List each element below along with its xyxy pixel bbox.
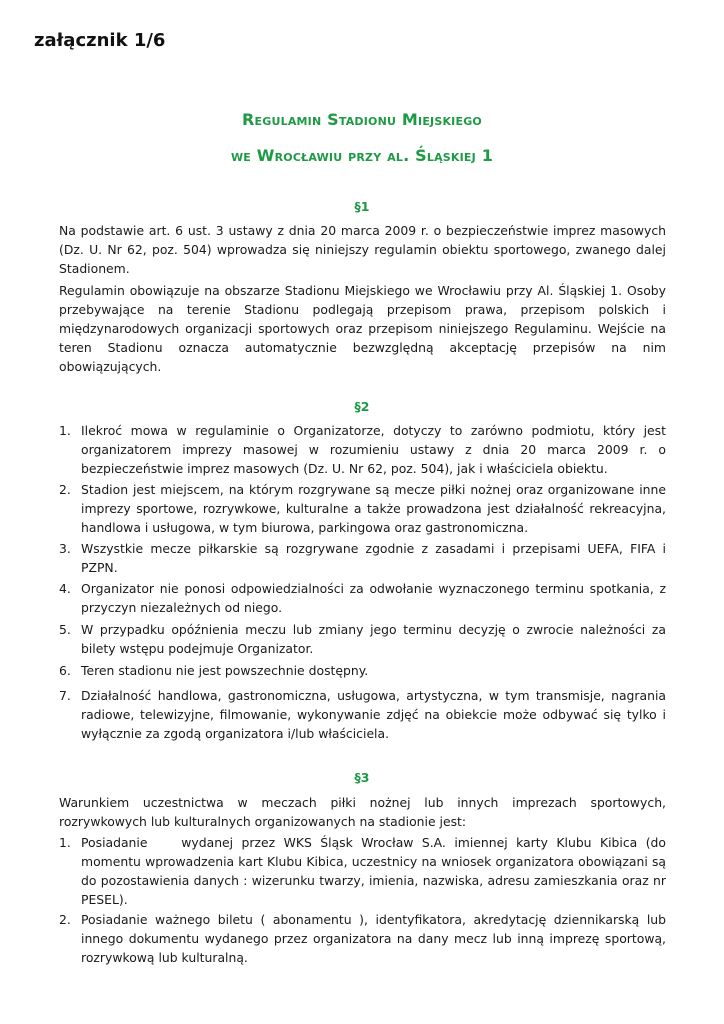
annex-label: załącznik 1/6 — [34, 30, 166, 51]
list-item-text: W przypadku opóźnienia meczu lub zmiany jego terminu decyzję o zwrocie należności za bilety wstępu podejmuje Organizator. — [81, 622, 666, 656]
section-1-heading: §1 — [354, 199, 370, 214]
list-item-text: Stadion jest miejscem, na którym rozgrywane są mecze piłki nożnej oraz organizowane inne imprezy sportowe, rozrywkowe, kulturalne a także prowadzona jest działalność rekreacyjna, handlowa i usługowa, w tym biurowa, parkingowa oraz gastronomiczna. — [81, 482, 666, 535]
list-item-text: Posiadanie ważnego biletu ( abonamentu ), identyfikatora, akredytację dziennikarską lub innego dokumentu wydanego przez organizatora na dany mecz lub inną imprezę sportową, rozrywkową lub kulturalną. — [81, 912, 666, 965]
section-2-list-item — [59, 620, 666, 658]
list-item-number: 1. — [59, 423, 71, 438]
list-item-number: 2. — [59, 912, 71, 927]
list-item-number: 4. — [59, 581, 71, 596]
list-item-number: 6. — [59, 663, 71, 678]
section-2-list-item — [59, 539, 666, 577]
section-2-list-item — [59, 686, 666, 743]
list-item-text: Posiadanie wydanej przez WKS Śląsk Wrocław S.A. imiennej karty Klubu Kibica (do momentu wprowadzenia kart Klubu Kibica, uczestnicy na wniosek organizatora obowiązani są do pozostawienia danych : wizerunku twarzy, imienia, nazwiska, adresu zamieszkania oraz nr PESEL). — [81, 835, 670, 907]
document-title-line-2: we Wrocławiu przy al. Śląskiej 1 — [230, 146, 494, 165]
section-3-intro: Warunkiem uczestnictwa w meczach piłki nożnej lub innych imprezach sportowych, rozrywkowych lub kulturalnych organizowanych na stadionie jest: — [59, 795, 666, 829]
list-item-number: 5. — [59, 622, 71, 637]
section-1-paragraph: Na podstawie art. 6 ust. 3 ustawy z dnia 20 marca 2009 r. o bezpieczeństwie imprez masowych (Dz. U. Nr 62, poz. 504) wprowadza się niniejszy regulamin obiektu sportowego, zwanego dalej Stadionem. — [59, 223, 666, 276]
list-item-text: Ilekroć mowa w regulaminie o Organizatorze, dotyczy to zarówno podmiotu, który jest organizatorem imprezy masowej w rozumieniu ustawy z dnia 20 marca 2009 r. o bezpieczeństwie imprez masowych (Dz. U. Nr 62, poz. 504), jak i właściciela obiektu. — [81, 423, 666, 476]
section-1-paragraph: Regulamin obowiązuje na obszarze Stadionu Miejskiego we Wrocławiu przy Al. Śląskiej 1. Osoby przebywające na terenie Stadionu podlegają przepisom prawa, przepisom polskich i międzynarodowych organizacji sportowych oraz przepisom niniejszego Regulaminu. Wejście na teren Stadionu oznacza automatycznie bezwzględną akceptację przepisów na nim obowiązujących. — [59, 283, 666, 374]
section-2-list-item — [59, 579, 666, 617]
list-item-number: 7. — [59, 688, 71, 703]
list-item-number: 3. — [59, 541, 71, 556]
list-item-text: Teren stadionu nie jest powszechnie dostępny. — [81, 663, 369, 678]
section-2-list-item — [59, 661, 666, 680]
section-2-list-item — [59, 480, 666, 537]
list-item-text: Wszystkie mecze piłkarskie są rozgrywane zgodnie z zasadami i przepisami UEFA, FIFA i PZPN. — [81, 541, 666, 575]
list-item-number: 1. — [59, 835, 71, 850]
list-item-text: Organizator nie ponosi odpowiedzialności za odwołanie wyznaczonego terminu spotkania, z przyczyn niezależnych od niego. — [81, 581, 666, 615]
section-3-list-item — [59, 910, 666, 967]
document-title-line-1: Regulamin Stadionu Miejskiego — [242, 110, 482, 129]
section-3-list-item — [59, 833, 670, 909]
list-item-number: 2. — [59, 482, 71, 497]
section-3-heading: §3 — [354, 770, 370, 785]
list-item-text: Działalność handlowa, gastronomiczna, usługowa, artystyczna, w tym transmisje, nagrania radiowe, telewizyjne, filmowanie, wykonywanie zdjęć na obiekcie może odbywać się tylko i wyłącznie za zgodą organizatora i/lub właściciela. — [81, 688, 666, 741]
section-2-heading: §2 — [354, 399, 370, 414]
section-2-list-item — [59, 421, 666, 478]
